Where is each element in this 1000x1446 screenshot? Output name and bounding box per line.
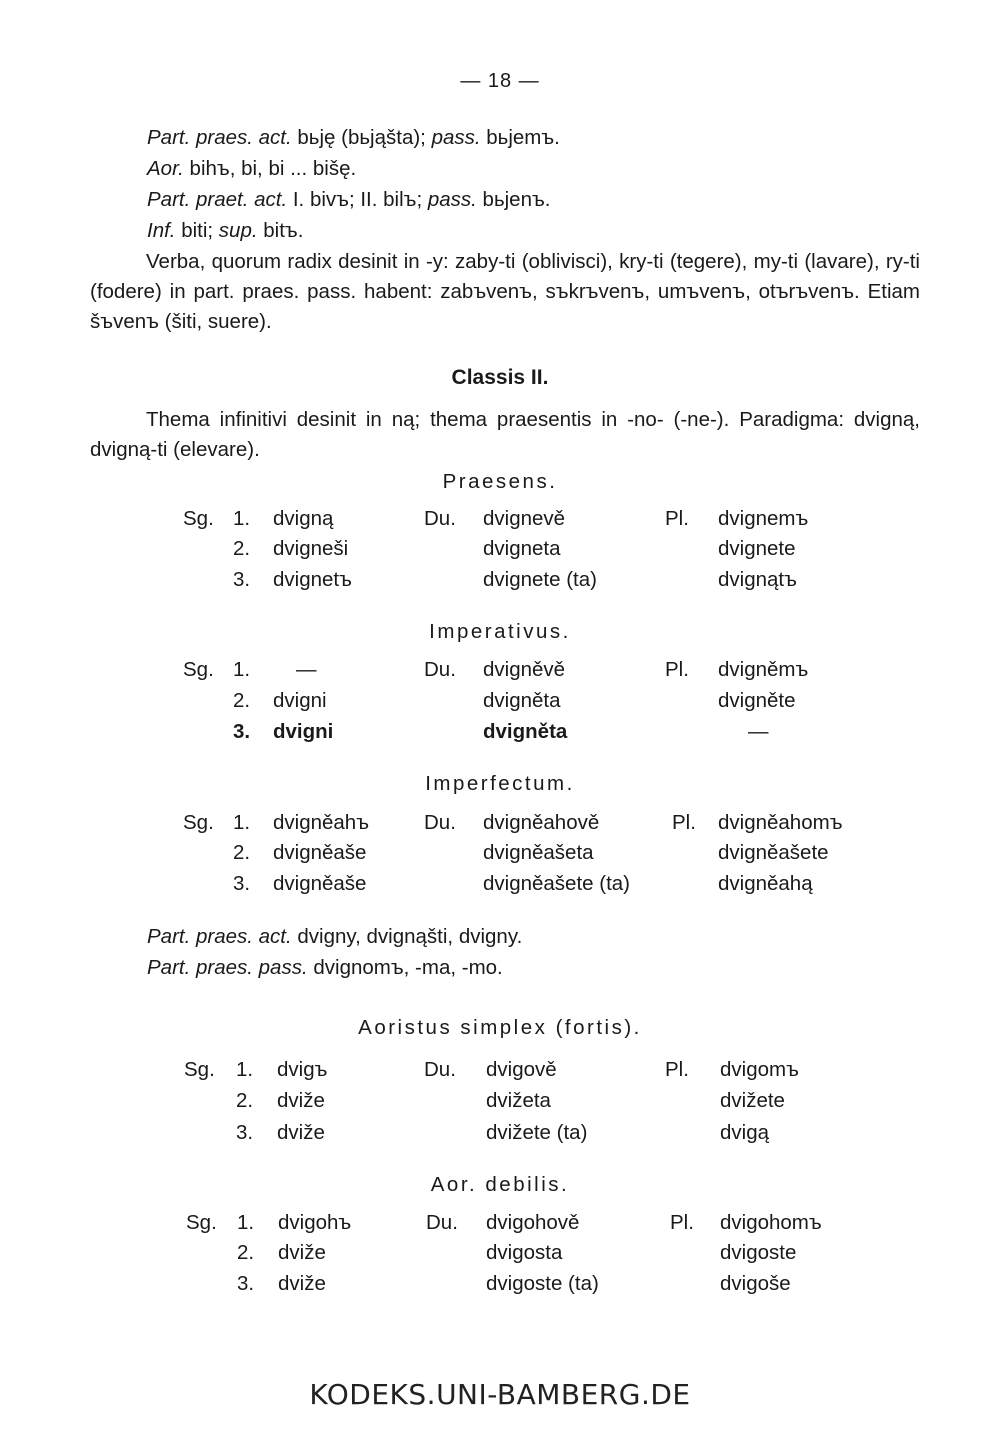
person-index: 3. — [236, 1121, 254, 1144]
person-index: 1. — [233, 811, 251, 834]
intro-line-aor — [147, 157, 356, 181]
plural-form: dvigą — [720, 1121, 770, 1144]
participle-line-act — [147, 925, 522, 949]
dual-form: dvigněvě — [483, 658, 566, 681]
singular-form: dvigni — [273, 689, 327, 712]
person-index: 1. — [233, 507, 251, 530]
section-title-praesens: Praesens. — [442, 470, 558, 493]
table-row — [0, 841, 1000, 871]
table-row — [0, 689, 1000, 719]
dual-form: dvigosta — [486, 1241, 563, 1264]
singular-form: dvigną — [273, 507, 334, 530]
plural-form: dvigněte — [718, 689, 796, 712]
intro-line-part-praes — [147, 126, 560, 150]
dual-form: dvižete (ta) — [486, 1121, 588, 1144]
intro-line-part-praet — [147, 188, 551, 212]
table-row — [0, 811, 1000, 841]
singular-form: dvigneši — [273, 537, 349, 560]
plural-label: Pl. — [665, 1058, 689, 1081]
dual-form: dvigněta — [483, 689, 561, 712]
intro-label: Part. praet. act. — [147, 188, 288, 211]
person-index: 3. — [237, 1272, 255, 1295]
singular-form: dviže — [277, 1089, 325, 1112]
thema-paragraph: Thema infinitivi desinit in ną; thema praesentis in -no- (-ne-). Paradigma: dvigną, dvigną-ti (elevare). — [90, 408, 920, 461]
footer-watermark: KODEKS.UNI-BAMBERG.DE — [309, 1378, 691, 1411]
table-row — [0, 658, 1000, 688]
dual-form: dvigneta — [483, 537, 561, 560]
intro-label2: pass. — [427, 188, 477, 211]
table-row — [0, 1272, 1000, 1302]
plural-label: Pl. — [665, 658, 689, 681]
singular-form: — — [296, 658, 317, 681]
person-index: 2. — [233, 537, 251, 560]
dual-label: Du. — [424, 658, 456, 681]
table-row — [0, 720, 1000, 750]
person-index: 3. — [233, 720, 251, 743]
singular-form: dvignetъ — [273, 568, 352, 591]
number-label: Sg. — [183, 507, 214, 530]
person-index: 1. — [233, 658, 251, 681]
number-label: Sg. — [183, 811, 214, 834]
singular-form: dviže — [277, 1121, 325, 1144]
table-row — [0, 537, 1000, 567]
person-index: 2. — [233, 689, 251, 712]
intro-text2: bьjenъ. — [476, 188, 551, 211]
plural-form: dvigněašete — [718, 841, 829, 864]
table-row — [0, 1241, 1000, 1271]
number-label: Sg. — [186, 1211, 217, 1234]
person-index: 2. — [236, 1089, 254, 1112]
intro-text: I. bivъ; II. bilъ; — [287, 188, 428, 211]
intro-text: bihъ, bi, bi ... bišę. — [183, 157, 357, 180]
plural-label: Pl. — [670, 1211, 694, 1234]
table-row — [0, 1089, 1000, 1119]
person-index: 2. — [233, 841, 251, 864]
number-label: Sg. — [183, 658, 214, 681]
verba-paragraph: Verba, quorum radix desinit in -y: zaby-ti (oblivisci), kry-ti (tegere), my-ti (lavare), ry-ti (fodere) in part. praes. pass. habent: zabъvenъ, sъkrъvenъ, umъvenъ, otъrъvenъ. Etiam šъvenъ (šiti, suere). — [90, 250, 920, 333]
dual-label: Du. — [424, 811, 456, 834]
plural-form: dvignete — [718, 537, 796, 560]
plural-label: Pl. — [665, 507, 689, 530]
plural-label: Pl. — [672, 811, 696, 834]
participle-text: dvignomъ, -ma, -mo. — [307, 956, 503, 979]
singular-form: dvigněaše — [273, 841, 367, 864]
intro-label2: sup. — [218, 219, 258, 242]
dual-label: Du. — [424, 507, 456, 530]
plural-form: dvigněmъ — [718, 658, 809, 681]
participle-line-pass — [147, 956, 503, 980]
person-index: 1. — [236, 1058, 254, 1081]
singular-form: dvigněaše — [273, 872, 367, 895]
table-row — [0, 872, 1000, 902]
dual-label: Du. — [426, 1211, 458, 1234]
page-number: — 18 — — [460, 70, 540, 92]
dual-form: dvigněta — [483, 720, 568, 743]
dual-form: dvižeta — [486, 1089, 551, 1112]
singular-form: dvigohъ — [278, 1211, 352, 1234]
section-title-aor-debilis: Aor. debilis. — [430, 1173, 570, 1196]
participle-text: dvigny, dvignąšti, dvigny. — [291, 925, 523, 948]
person-index: 1. — [237, 1211, 255, 1234]
singular-form: dvigněahъ — [273, 811, 370, 834]
dual-label: Du. — [424, 1058, 456, 1081]
intro-text2: bьjemъ. — [480, 126, 560, 149]
singular-form: dviže — [278, 1241, 326, 1264]
plural-form: dvižete — [720, 1089, 785, 1112]
table-row — [0, 1121, 1000, 1151]
intro-label2: pass. — [431, 126, 481, 149]
singular-form: dvigъ — [277, 1058, 328, 1081]
dual-form: dvigněašete (ta) — [483, 872, 631, 895]
table-row — [0, 1211, 1000, 1241]
singular-form: dviže — [278, 1272, 326, 1295]
singular-form: dvigni — [273, 720, 334, 743]
number-label: Sg. — [184, 1058, 215, 1081]
plural-form: — — [748, 720, 769, 743]
person-index: 3. — [233, 568, 251, 591]
person-index: 3. — [233, 872, 251, 895]
section-title-imperfectum: Imperfectum. — [425, 772, 575, 795]
dual-form: dvignete (ta) — [483, 568, 597, 591]
intro-label: Aor. — [147, 157, 184, 180]
dual-form: dvigoste (ta) — [486, 1272, 599, 1295]
dual-form: dvignevě — [483, 507, 566, 530]
plural-form: dvignątъ — [718, 568, 797, 591]
table-row — [0, 568, 1000, 598]
participle-label: Part. praes. act. — [147, 925, 292, 948]
dual-form: dvigohově — [486, 1211, 580, 1234]
intro-label: Inf. — [147, 219, 176, 242]
dual-form: dvigněašeta — [483, 841, 594, 864]
plural-form: dvignemъ — [718, 507, 809, 530]
plural-form: dvigněahomъ — [718, 811, 843, 834]
dual-form: dvigněahově — [483, 811, 600, 834]
table-row — [0, 507, 1000, 537]
plural-form: dvigoste — [720, 1241, 797, 1264]
intro-line-inf — [147, 219, 303, 243]
plural-form: dvigoše — [720, 1272, 791, 1295]
intro-text: biti; — [175, 219, 219, 242]
plural-form: dvigomъ — [720, 1058, 799, 1081]
section-title-imperativus: Imperativus. — [429, 620, 571, 643]
plural-form: dvigohomъ — [720, 1211, 822, 1234]
section-title-aoristus-simplex: Aoristus simplex (fortis). — [358, 1016, 642, 1039]
intro-text2: bitъ. — [257, 219, 304, 242]
intro-text: bьję (bьjąšta); — [291, 126, 432, 149]
plural-form: dvigněahą — [718, 872, 813, 895]
classis-heading: Classis II. — [451, 366, 549, 389]
dual-form: dvigově — [486, 1058, 557, 1081]
intro-label: Part. praes. act. — [147, 126, 292, 149]
table-row — [0, 1058, 1000, 1088]
participle-label: Part. praes. pass. — [147, 956, 308, 979]
person-index: 2. — [237, 1241, 255, 1264]
